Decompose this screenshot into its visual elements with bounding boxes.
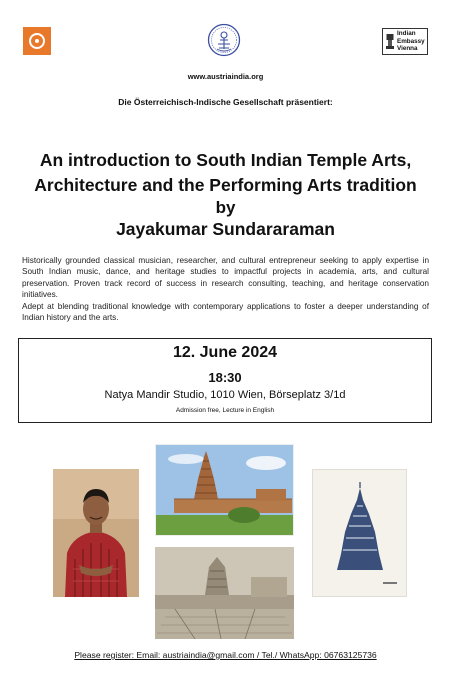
embassy-logo <box>382 28 428 55</box>
lecture-title <box>0 148 451 198</box>
lecture-title-line: An introduction to South Indian Temple Arts, <box>39 150 412 170</box>
presenter-line: Die Österreichisch-Indische Gesellschaft präsentiert: <box>118 97 333 107</box>
website-url[interactable]: www.austriaindia.org <box>187 72 264 81</box>
speaker-bio <box>22 255 429 323</box>
circle-icon <box>29 33 45 49</box>
society-logo <box>23 27 51 55</box>
bio-paragraph: Adept at blending traditional knowledge with contemporary applications to foster a deeper understanding of Indian history and the arts. <box>22 301 429 323</box>
embassy-logo-line: Indian <box>397 30 416 38</box>
bio-paragraph: Historically grounded classical musician, researcher, and cultural entrepreneur seeking to apply expertise in South Indian music, dance, and heritage studies to impactful projects in academia, arts, and cultural preservation. Proven track record of success in research consulting, teaching, and heritage conservation initiatives. <box>22 256 429 300</box>
tower-drawing-photo <box>312 469 407 597</box>
temple-sketch-photo <box>155 547 294 639</box>
temple-photo <box>155 444 294 536</box>
event-details-box <box>18 338 432 423</box>
registration-contact[interactable]: Please register: Email: austriaindia@gmail.com / Tel./ WhatsApp: 06763125736 <box>74 650 377 660</box>
speaker-name: Jayakumar Sundararaman <box>116 219 335 239</box>
lion-capital-icon <box>385 32 395 52</box>
event-note: Admission free, Lecture in English <box>175 407 275 414</box>
event-time: 18:30 <box>208 370 242 385</box>
event-venue: Natya Mandir Studio, 1010 Wien, Börseplatz 3/1d <box>104 389 346 401</box>
embassy-logo-line: Vienna <box>397 45 418 53</box>
lecture-title-line: Architecture and the Performing Arts tradition <box>34 175 417 195</box>
by-label: by <box>215 198 236 217</box>
emblem-logo <box>207 23 241 57</box>
speaker-photo <box>53 469 139 597</box>
embassy-logo-line: Embassy <box>397 37 425 45</box>
event-date: 12. June 2024 <box>172 344 278 361</box>
